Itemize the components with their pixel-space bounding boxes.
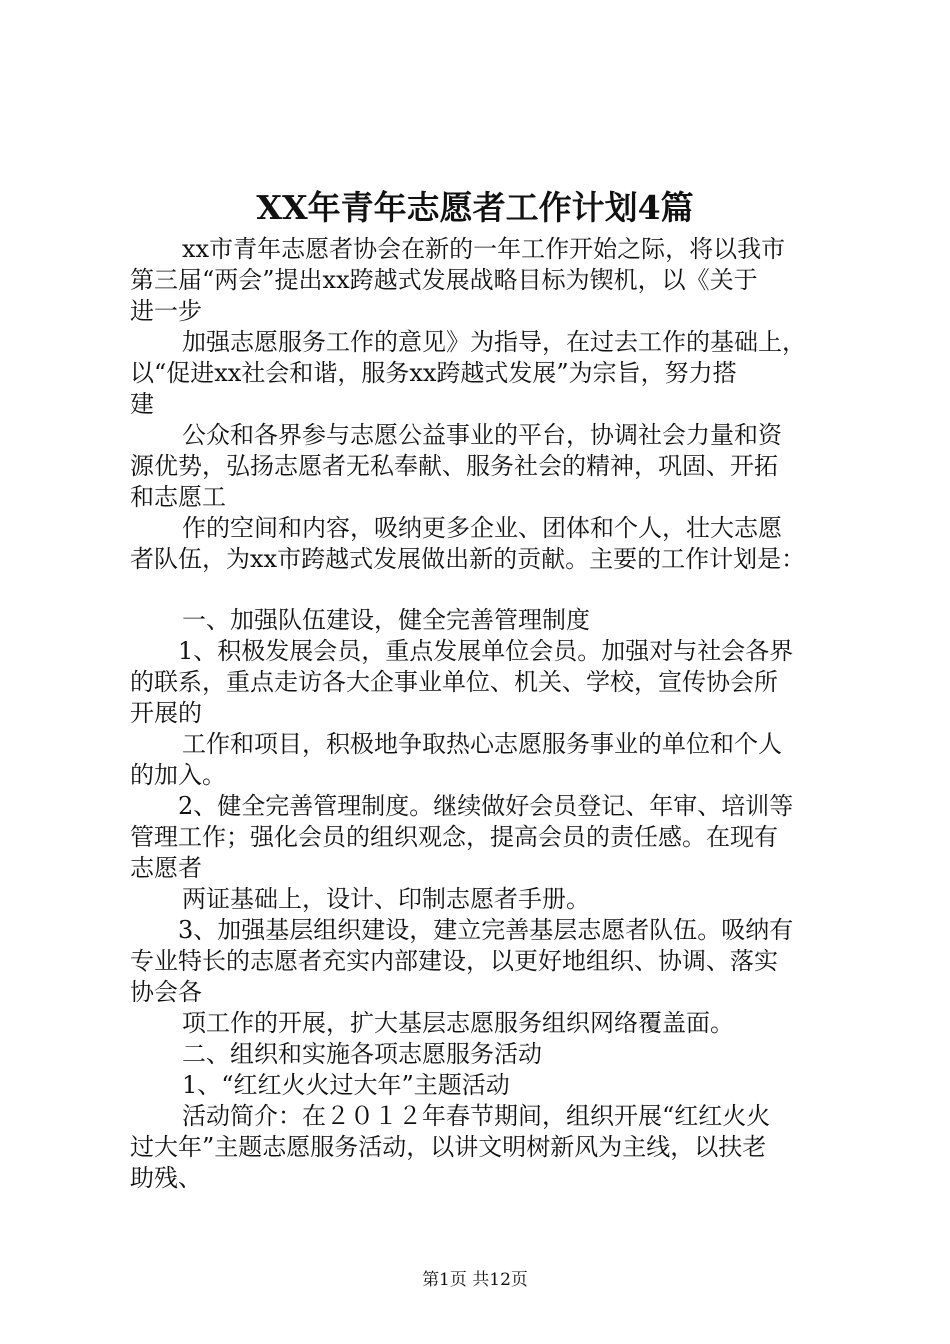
- paragraph-line: 过大年”主题志愿服务活动，以讲文明树新风为主线，以扶老: [130, 1133, 767, 1161]
- paragraph-line: 两证基础上，设计、印制志愿者手册。: [182, 885, 590, 913]
- paragraph-line: 公众和各界参与志愿公益事业的平台，协调社会力量和资: [182, 421, 782, 449]
- page-footer: 第1页 共12页: [422, 1270, 528, 1290]
- paragraph-line: 1、积极发展会员，重点发展单位会员。加强对与社会各界: [178, 637, 794, 665]
- paragraph-line: 加强志愿服务工作的意见》为指导，在过去工作的基础上，: [182, 328, 806, 356]
- paragraph-line: 工作和项目，积极地争取热心志愿服务事业的单位和个人: [182, 730, 782, 758]
- subsection-heading: 1、“红红火火过大年”主题活动: [182, 1071, 510, 1099]
- paragraph-line: 志愿者: [130, 854, 202, 882]
- paragraph-line: 源优势，弘扬志愿者无私奉献、服务社会的精神，巩固、开拓: [130, 452, 778, 480]
- section-heading: 二、组织和实施各项志愿服务活动: [182, 1040, 542, 1068]
- paragraph-line: 者队伍，为xx市跨越式发展做出新的贡献。主要的工作计划是：: [130, 545, 806, 573]
- paragraph-line: 作的空间和内容，吸纳更多企业、团体和个人，壮大志愿: [182, 514, 782, 542]
- paragraph-line: 进一步: [130, 297, 202, 325]
- paragraph-line: 第三届“两会”提出xx跨越式发展战略目标为锲机，以《关于: [130, 266, 758, 294]
- document-title: XX年青年志愿者工作计划4篇: [256, 188, 694, 227]
- paragraph-line: 和志愿工: [130, 483, 226, 511]
- paragraph-line: 助残、: [130, 1164, 202, 1192]
- paragraph-line: 的加入。: [130, 761, 226, 789]
- paragraph-line: 专业特长的志愿者充实内部建设，以更好地组织、协调、落实: [130, 947, 778, 975]
- paragraph-line: xx市青年志愿者协会在新的一年工作开始之际，将以我市: [182, 235, 786, 263]
- paragraph-line: 2、健全完善管理制度。继续做好会员登记、年审、培训等: [178, 792, 794, 820]
- paragraph-line: 的联系，重点走访各大企事业单位、机关、学校，宣传协会所: [130, 668, 778, 696]
- paragraph-line: 以“促进xx社会和谐，服务xx跨越式发展”为宗旨，努力搭: [130, 359, 737, 387]
- paragraph-line: 协会各: [130, 978, 202, 1006]
- document-body: [130, 234, 840, 1194]
- paragraph-line: 活动简介：在２０１２年春节期间，组织开展“红红火火: [182, 1102, 771, 1130]
- paragraph-line: 项工作的开展，扩大基层志愿服务组织网络覆盖面。: [182, 1009, 734, 1037]
- section-heading: 一、加强队伍建设，健全完善管理制度: [182, 606, 590, 634]
- blank-line: [130, 575, 840, 605]
- paragraph-line: 管理工作；强化会员的组织观念，提高会员的责任感。在现有: [130, 823, 778, 851]
- paragraph-line: 建: [130, 390, 154, 418]
- paragraph-line: 开展的: [130, 699, 202, 727]
- paragraph-line: 3、加强基层组织建设，建立完善基层志愿者队伍。吸纳有: [178, 916, 794, 944]
